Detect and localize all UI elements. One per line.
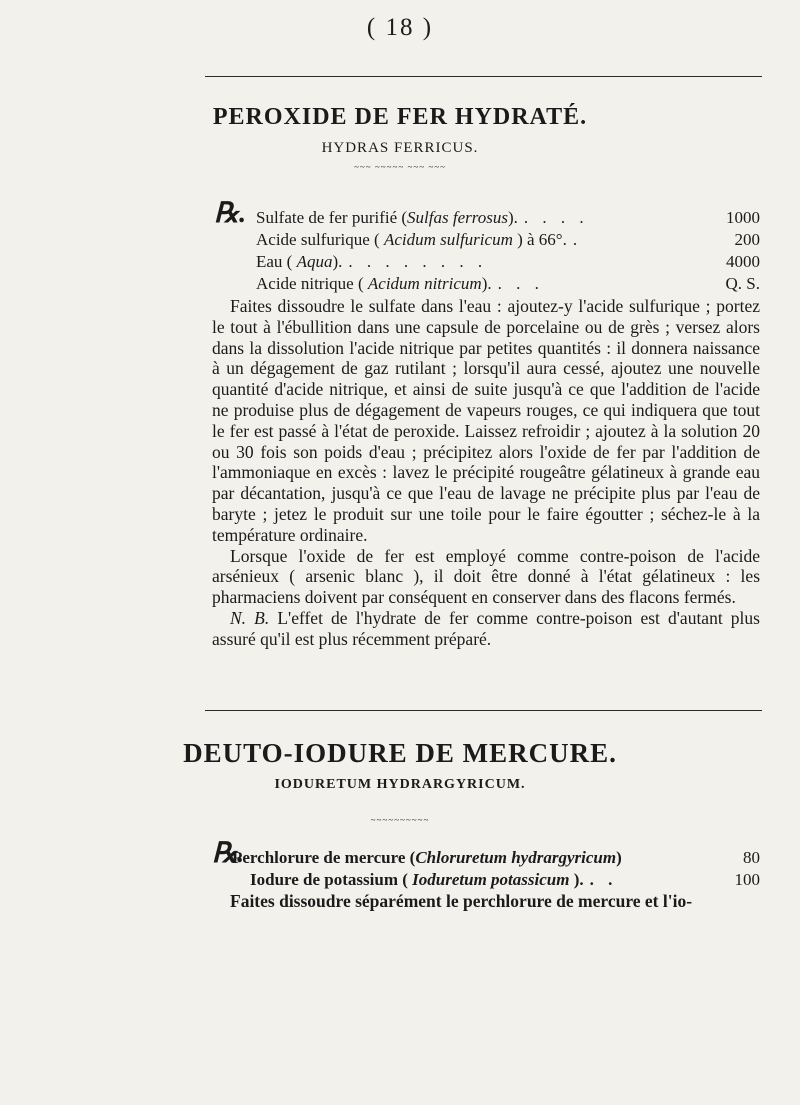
ingredient-quantity: 100 xyxy=(734,870,760,889)
usage-paragraph: Lorsque l'oxide de fer est employé comme contre-poison de l'acide arsénieux ( arsenic blanc ), il doit être donné à l'état gélatineux : les pharmaciens doivent par conséquent en conserver dans des flacons fermés. xyxy=(212,545,760,608)
ingredient-quantity: 4000 xyxy=(726,252,760,271)
section2-ingredient-2 xyxy=(250,869,760,891)
leader-dots: . . xyxy=(589,870,618,889)
ingredient-name: Perchlorure de mercure (Chloruretum hydrargyricum) xyxy=(232,848,622,867)
section1-ornament: ~~~ ~~~~~ ~~~ ~~~ xyxy=(354,162,446,172)
section2-ingredient-1 xyxy=(232,847,760,869)
ingredient-quantity: Q. S. xyxy=(725,274,760,293)
ingredient-quantity: 1000 xyxy=(726,208,760,227)
section-divider-rule xyxy=(205,710,762,711)
ingredient-quantity: 200 xyxy=(734,230,760,249)
leader-dots: . . . . . . . . xyxy=(348,252,488,271)
ingredient-quantity: 80 xyxy=(743,848,760,867)
leader-dots: . xyxy=(572,230,583,249)
section1-body xyxy=(212,296,760,650)
section2-rx-symbol: ℞. xyxy=(212,838,245,869)
leader-dots: . . . xyxy=(497,274,544,293)
section1-ingredient-1 xyxy=(256,207,760,229)
page-number: ( 18 ) xyxy=(366,14,434,41)
section1-ingredient-2 xyxy=(256,229,760,251)
section2-title: DEUTO-IODURE DE MERCURE. xyxy=(183,738,617,768)
ingredient-name: Sulfate de fer purifié (Sulfas ferrosus). xyxy=(256,208,518,227)
section2-subtitle: IODURETUM HYDRARGYRICUM. xyxy=(274,777,526,792)
section1-subtitle: HYDRAS FERRICUS. xyxy=(321,140,479,156)
section2-body xyxy=(230,891,760,912)
top-rule xyxy=(205,76,762,77)
method-paragraph: Faites dissoudre séparément le perchlorure de mercure et l'io- xyxy=(230,891,693,911)
nota-bene-paragraph xyxy=(212,608,760,650)
ingredient-name: Acide nitrique ( Acidum nitricum). xyxy=(256,274,492,293)
section1-ingredient-3 xyxy=(256,251,760,273)
ingredient-name: Iodure de potassium ( Ioduretum potassicum ). xyxy=(250,870,584,889)
ingredient-name: Eau ( Aqua). xyxy=(256,252,343,271)
section2-ornament: ~~~~~~~~~~ xyxy=(370,815,430,825)
section1-rx-symbol: ℞. xyxy=(214,198,247,229)
nota-bene-text: L'effet de l'hydrate de fer comme contre-poison est d'autant plus assuré qu'il est plus récemment préparé. xyxy=(212,607,760,649)
method-paragraph: Faites dissoudre le sulfate dans l'eau : ajoutez-y l'acide sulfurique ; portez le tout à l'ébullition dans une capsule de porcelaine ou de grès ; versez alors dans la dissolution l'acide nitrique par petites quantités : il donnera naissance à un dégagement de gaz rutilant ; lorsqu'il aura cessé, ajoutez une nouvelle quantité d'acide nitrique, et ainsi de suite jusqu'à ce que l'addition de l'acide ne produise plus de dégagement de vapeurs rouges, ce qui indiquera que tout le fer est passé à l'état de peroxide. Laissez refroidir ; ajoutez à la solution 20 ou 30 fois son poids d'eau ; précipitez alors l'oxide de fer par l'addition de l'ammoniaque en excès : lavez le précipité rougeâtre gélatineux à grande eau par décantation, jusqu'à ce que l'eau de lavage ne précipite plus par l'eau de baryte ; jetez le produit sur une toile pour le faire égoutter ; séchez-le à la température ordinaire. xyxy=(212,296,760,545)
ingredient-name: Acide sulfurique ( Acidum sulfuricum ) à 66°. xyxy=(256,230,567,249)
section1-ingredient-4 xyxy=(256,273,760,295)
leader-dots: . . . . xyxy=(523,208,589,227)
section1-title: PEROXIDE DE FER HYDRATÉ. xyxy=(212,104,588,130)
nota-bene-label: N. B. xyxy=(230,607,270,628)
